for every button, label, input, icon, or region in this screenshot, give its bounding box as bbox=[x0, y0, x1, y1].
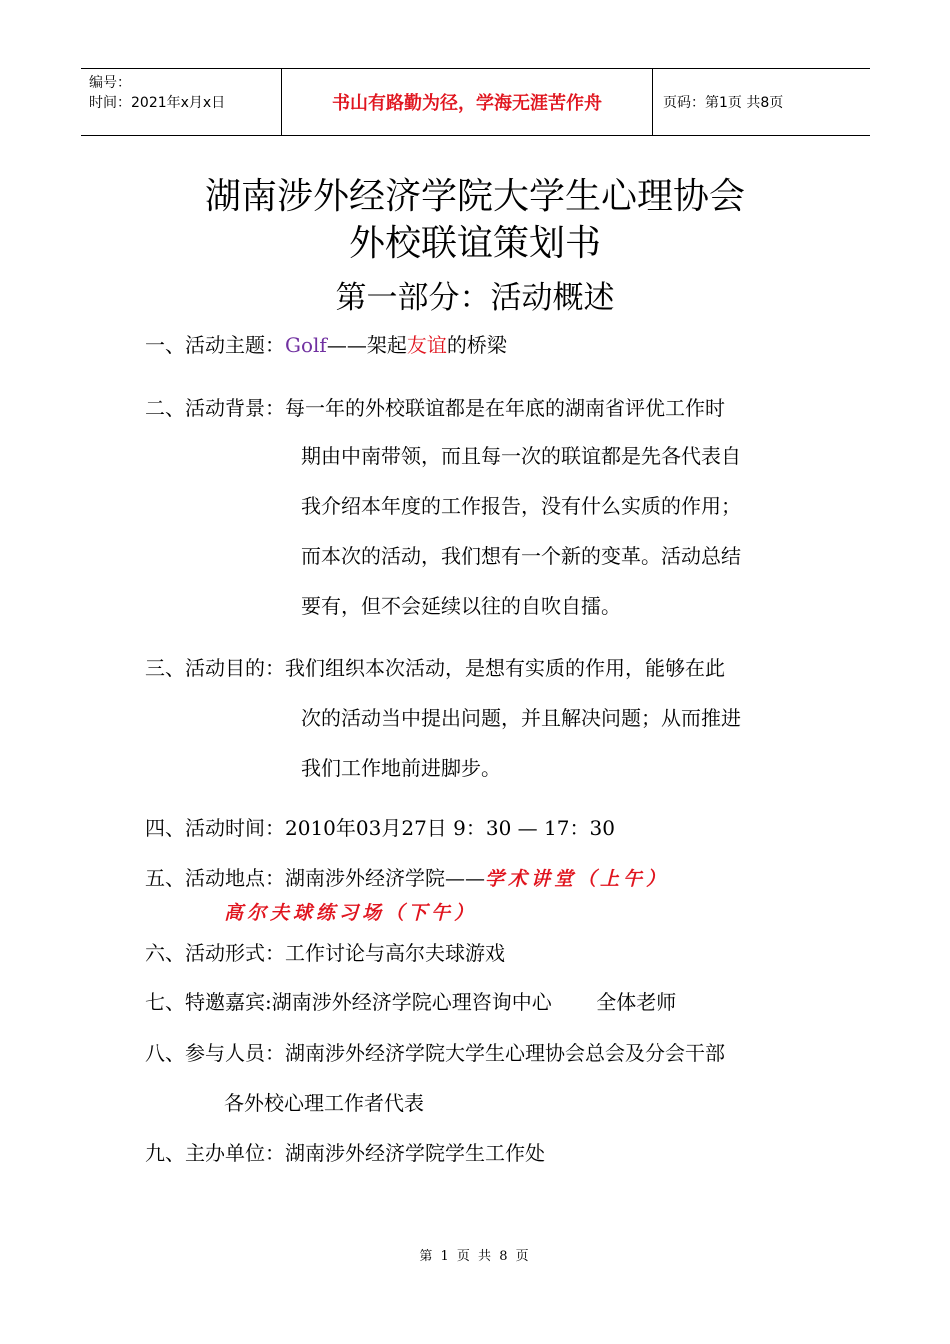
form-value: 工作讨论与高尔夫球游戏 bbox=[285, 941, 505, 965]
header-number: 编号： bbox=[89, 75, 131, 91]
bg-label: 二、活动背景： bbox=[145, 396, 285, 420]
item-theme bbox=[145, 332, 507, 358]
item-guest bbox=[145, 989, 676, 1015]
guest-label: 七、特邀嘉宾: bbox=[145, 990, 272, 1014]
goal-line2: 次的活动当中提出问题，并且解决问题；从而推进 bbox=[301, 706, 741, 730]
doc-title-line1: 湖南涉外经济学院大学生心理协会 bbox=[204, 176, 745, 217]
people-line1: 湖南涉外经济学院大学生心理协会总会及分会干部 bbox=[285, 1041, 725, 1065]
theme-friend: 友谊 bbox=[406, 333, 447, 357]
bg-line5: 要有，但不会延续以往的自吹自擂。 bbox=[301, 594, 621, 618]
time-value: 2010年03月27日 9：30 — 17：30 bbox=[285, 816, 615, 840]
host-label: 九、主办单位： bbox=[145, 1141, 285, 1165]
place-morning: 学术讲堂（上午） bbox=[485, 868, 670, 890]
theme-end: 的桥梁 bbox=[446, 333, 507, 357]
form-label: 六、活动形式： bbox=[145, 941, 285, 965]
header-motto: 书山有路勤为径，学海无涯苦作舟 bbox=[281, 69, 653, 135]
page-footer: 第 1 页 共 8 页 bbox=[419, 1249, 531, 1264]
place-value: 湖南涉外经济学院—— bbox=[285, 866, 485, 890]
item-host bbox=[145, 1140, 545, 1166]
bg-line1: 每一年的外校联谊都是在年底的湖南省评优工作时 bbox=[285, 396, 725, 420]
item-form bbox=[145, 940, 505, 966]
people-line2: 各外校心理工作者代表 bbox=[224, 1091, 424, 1115]
item-goal bbox=[145, 655, 725, 681]
time-label: 四、活动时间： bbox=[145, 816, 285, 840]
item-time bbox=[145, 815, 615, 841]
item-background bbox=[145, 395, 725, 421]
item-people bbox=[145, 1040, 725, 1066]
place-afternoon: 高尔夫球练习场（下午） bbox=[224, 902, 478, 924]
theme-label: 一、活动主题： bbox=[145, 333, 285, 357]
goal-label: 三、活动目的： bbox=[145, 656, 285, 680]
header-page-info: 页码：第1页 共8页 bbox=[663, 95, 784, 111]
bg-line3: 我介绍本年度的工作报告，没有什么实质的作用； bbox=[301, 494, 741, 518]
header-meta bbox=[81, 69, 281, 135]
theme-golf: Golf bbox=[285, 333, 327, 357]
item-place bbox=[145, 865, 669, 892]
guest-value: 湖南涉外经济学院心理咨询中心 全体老师 bbox=[271, 990, 677, 1014]
people-label: 八、参与人员： bbox=[145, 1041, 285, 1065]
doc-title-line2: 外校联谊策划书 bbox=[348, 223, 601, 264]
host-value: 湖南涉外经济学院学生工作处 bbox=[285, 1141, 545, 1165]
section-title: 第一部分：活动概述 bbox=[335, 280, 615, 316]
place-label: 五、活动地点： bbox=[145, 866, 285, 890]
bg-line2: 期由中南带领，而且每一次的联谊都是先各代表自 bbox=[301, 444, 741, 468]
theme-dash: ——架起 bbox=[326, 333, 407, 357]
goal-line3: 我们工作地前进脚步。 bbox=[301, 756, 501, 780]
bg-line4: 而本次的活动，我们想有一个新的变革。活动总结 bbox=[301, 544, 741, 568]
header-time: 时间：2021年x月x日 bbox=[89, 95, 226, 111]
goal-line1: 我们组织本次活动，是想有实质的作用，能够在此 bbox=[285, 656, 725, 680]
page-header bbox=[81, 68, 870, 136]
